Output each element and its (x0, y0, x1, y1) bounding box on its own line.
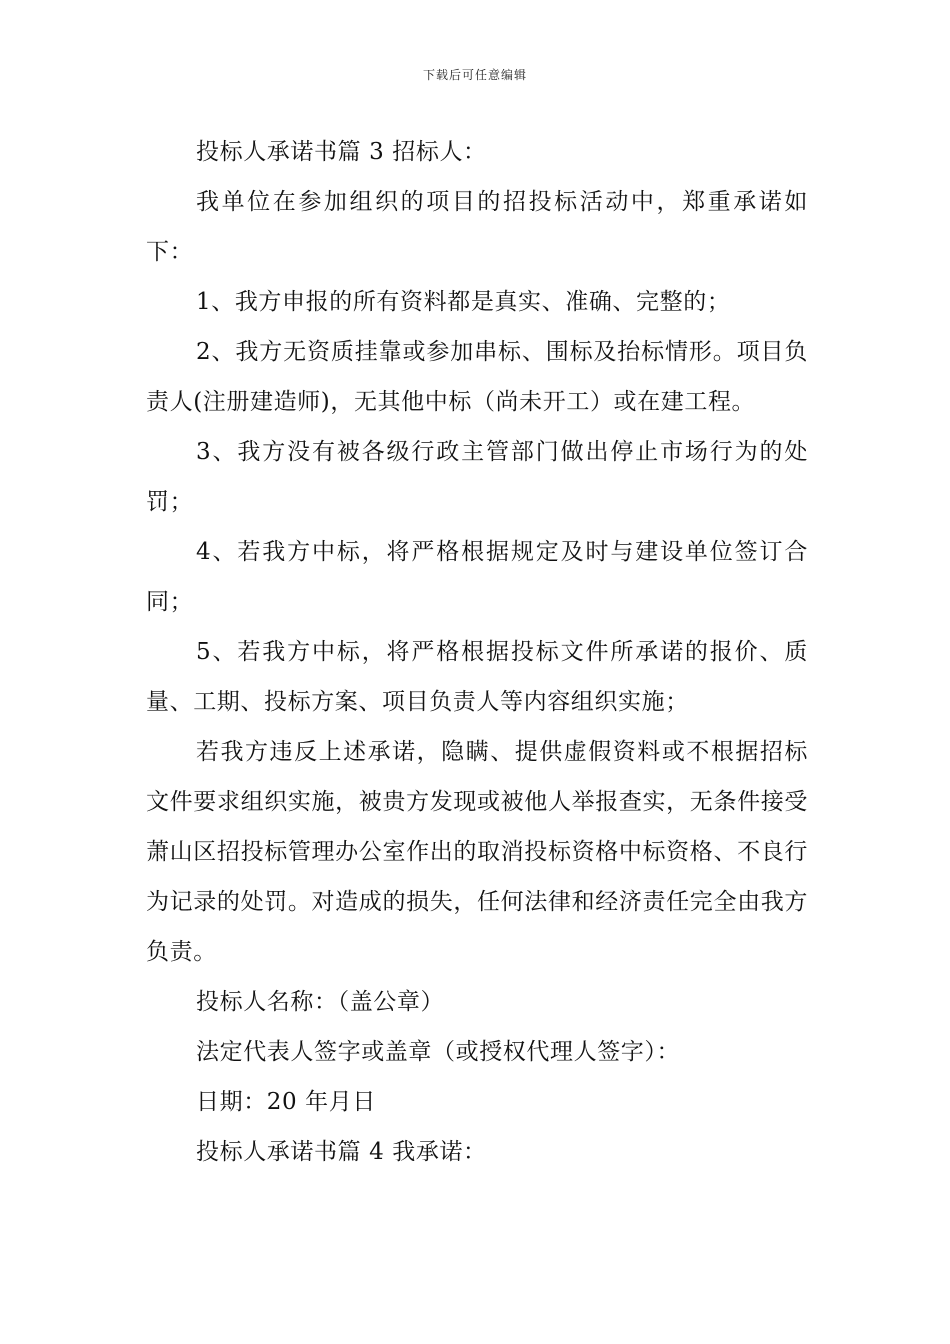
document-body (146, 127, 808, 1177)
paragraph-date: 日期：20 年月日 (196, 1089, 376, 1115)
paragraph-item-1: 1、我方申报的所有资料都是真实、准确、完整的； (196, 289, 731, 315)
paragraph-item-3: 3、我方没有被各级行政主管部门做出停止市场行为的处罚； (146, 439, 808, 515)
paragraph-item-5: 5、若我方中标，将严格根据投标文件所承诺的报价、质量、工期、投标方案、项目负责人等内容组织实施； (146, 639, 808, 715)
paragraph-title-section-3: 投标人承诺书篇 3 招标人： (196, 139, 487, 165)
paragraph-title-section-4: 投标人承诺书篇 4 我承诺： (196, 1139, 487, 1165)
paragraph-item-4: 4、若我方中标，将严格根据规定及时与建设单位签订合同； (146, 539, 808, 615)
paragraph-bidder-name: 投标人名称：（盖公章） (196, 989, 445, 1015)
header-note: 下载后可任意编辑 (422, 68, 527, 82)
paragraph-violation-clause: 若我方违反上述承诺，隐瞒、提供虚假资料或不根据招标文件要求组织实施，被贵方发现或被他人举报查实，无条件接受萧山区招投标管理办公室作出的取消投标资格中标资格、不良行为记录的处罚。对造成的损失，任何法律和经济责任完全由我方负责。 (146, 739, 808, 965)
paragraph-intro: 我单位在参加组织的项目的招投标活动中，郑重承诺如下： (146, 189, 808, 265)
paragraph-item-2: 2、我方无资质挂靠或参加串标、围标及抬标情形。项目负责人(注册建造师)，无其他中标（尚未开工）或在建工程。 (146, 339, 808, 415)
paragraph-representative-signature: 法定代表人签字或盖章（或授权代理人签字）： (196, 1039, 681, 1065)
